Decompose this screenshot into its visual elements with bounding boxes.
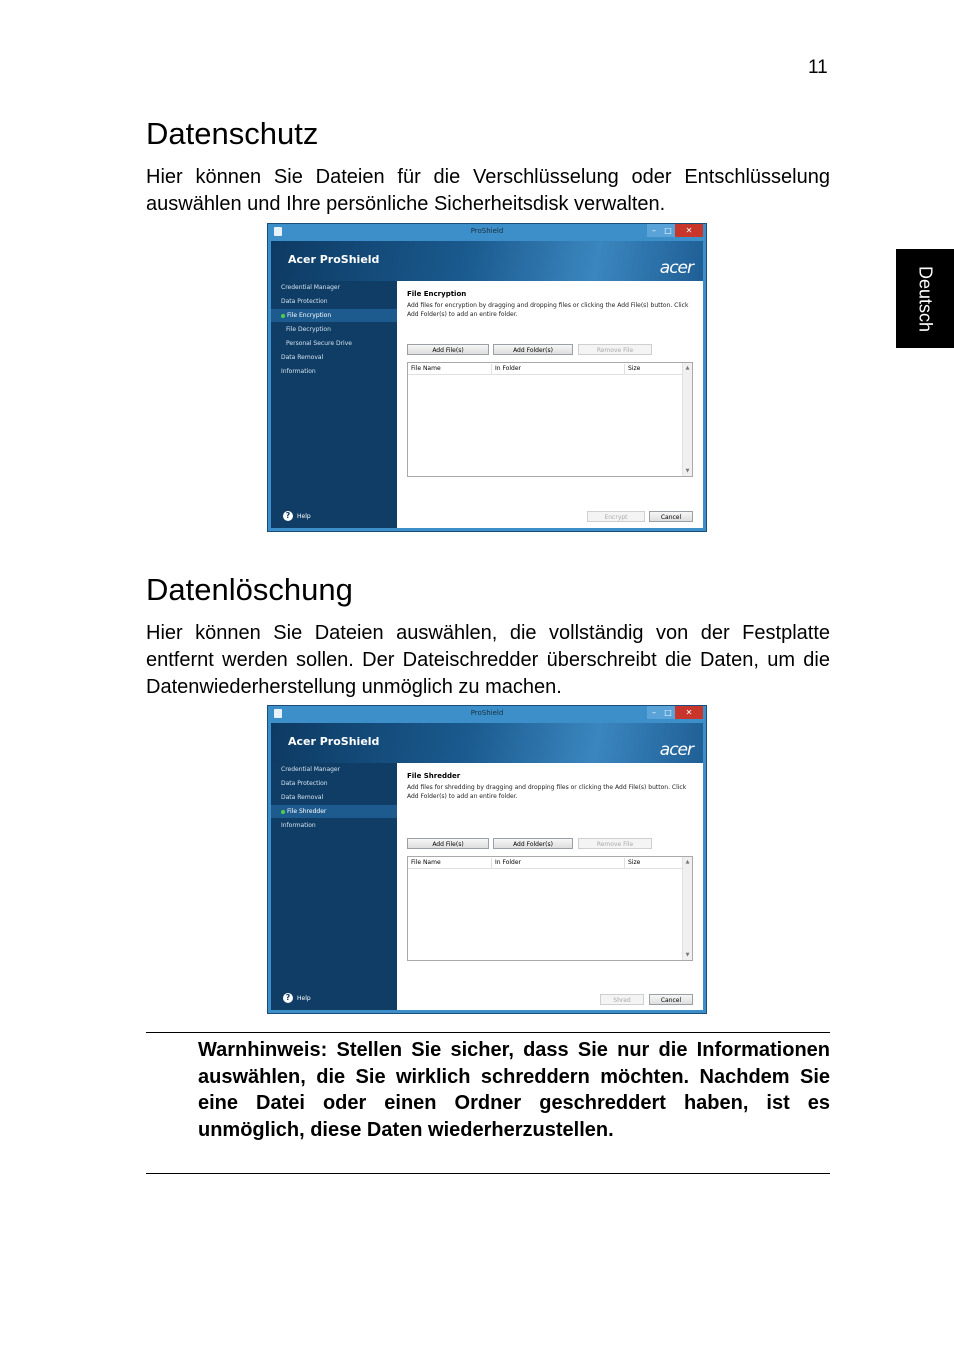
section-heading-datenschutz: Datenschutz: [146, 116, 319, 151]
sidebar-item-credential-manager[interactable]: Credential Manager: [281, 766, 341, 773]
maximize-icon[interactable]: □: [661, 224, 675, 237]
help-link[interactable]: Help: [297, 513, 311, 520]
panel-description: Add files for shredding by dragging and dropping files or clicking the Add File(s) button. Click Add Folder(s) to add an entire folder.: [407, 784, 687, 800]
main-panel: [397, 281, 703, 528]
window-title: ProShield: [470, 709, 504, 717]
window-title: ProShield: [470, 227, 504, 235]
main-panel: [397, 763, 703, 1010]
app-brand: Acer ProShield: [288, 253, 380, 266]
proshield-window-shredder: [267, 705, 707, 1014]
close-icon[interactable]: ✕: [675, 706, 703, 719]
page-number: 11: [808, 57, 828, 78]
acer-logo: acer: [659, 740, 693, 760]
sidebar-item-data-protection[interactable]: Data Protection: [281, 298, 328, 305]
close-icon[interactable]: ✕: [675, 224, 703, 237]
encrypt-button[interactable]: Encrypt: [587, 511, 645, 522]
scroll-up-icon[interactable]: ▲: [685, 859, 690, 865]
scroll-down-icon[interactable]: ▼: [685, 468, 690, 474]
acer-logo: acer: [659, 258, 693, 278]
sidebar-item-information[interactable]: Information: [281, 368, 316, 375]
file-list[interactable]: [407, 856, 693, 961]
add-folders-button[interactable]: Add Folder(s): [493, 344, 573, 355]
warning-top-rule: [146, 1032, 830, 1033]
warning-note: Warnhinweis: Stellen Sie sicher, dass Sie nur die Informationen auswählen, die Sie wirklich schreddern möchten. Nachdem Sie eine Datei oder einen Ordner geschreddert haben, ist es unmöglich, diese Daten wiederherzustellen.: [198, 1039, 830, 1141]
help-icon[interactable]: ?: [283, 993, 293, 1003]
sidebar-item-personal-secure-drive[interactable]: Personal Secure Drive: [286, 340, 352, 347]
sidebar-item-information[interactable]: Information: [281, 822, 316, 829]
scroll-down-icon[interactable]: ▼: [685, 952, 690, 958]
scrollbar[interactable]: [682, 857, 692, 960]
panel-title: File Encryption: [407, 290, 467, 298]
section-text-datenloeschung: Hier können Sie Dateien auswählen, die vollständig von der Festplatte entfernt werden sollen. Der Dateischredder überschreibt die Daten, um die Datenwiederherstellung unmöglich zu machen.: [146, 622, 830, 698]
minimize-icon[interactable]: –: [647, 224, 661, 237]
add-files-button[interactable]: Add File(s): [407, 344, 489, 355]
panel-title: File Shredder: [407, 772, 461, 780]
scrollbar[interactable]: [682, 363, 692, 476]
sidebar-item-data-protection[interactable]: Data Protection: [281, 780, 328, 787]
section-heading-datenloeschung: Datenlöschung: [146, 572, 353, 607]
file-list[interactable]: [407, 362, 693, 477]
title-bar: [268, 706, 706, 723]
app-banner: [271, 241, 703, 281]
language-tab: [896, 249, 954, 348]
add-files-button[interactable]: Add File(s): [407, 838, 489, 849]
warning-bottom-rule: [146, 1173, 830, 1174]
active-dot-icon: [281, 314, 285, 318]
column-header-in-folder[interactable]: In Folder: [492, 364, 625, 374]
maximize-icon[interactable]: □: [661, 706, 675, 719]
help-link[interactable]: Help: [297, 995, 311, 1002]
sidebar-item-file-shredder[interactable]: [271, 805, 397, 818]
sidebar-item-label: File Encryption: [287, 312, 332, 319]
remove-file-button[interactable]: Remove File: [578, 838, 652, 849]
minimize-icon[interactable]: –: [647, 706, 661, 719]
sidebar-item-label: File Shredder: [287, 808, 327, 815]
shred-button[interactable]: Shred: [600, 994, 644, 1005]
cancel-button[interactable]: Cancel: [649, 511, 693, 522]
app-banner: [271, 723, 703, 763]
active-dot-icon: [281, 810, 285, 814]
proshield-window-encryption: [267, 223, 707, 532]
scroll-up-icon[interactable]: ▲: [685, 365, 690, 371]
sidebar-item-file-decryption[interactable]: File Decryption: [286, 326, 331, 333]
sidebar: [271, 281, 397, 528]
app-brand: Acer ProShield: [288, 735, 380, 748]
title-bar: [268, 224, 706, 241]
column-header-file-name[interactable]: File Name: [408, 364, 492, 374]
panel-description: Add files for encryption by dragging and dropping files or clicking the Add File(s) button. Click Add Folder(s) to add an entire folder.: [407, 302, 689, 318]
help-icon[interactable]: ?: [283, 511, 293, 521]
sidebar-item-file-encryption[interactable]: [271, 309, 397, 322]
add-folders-button[interactable]: Add Folder(s): [493, 838, 573, 849]
sidebar: [271, 763, 397, 1010]
column-header-in-folder[interactable]: In Folder: [492, 858, 625, 868]
remove-file-button[interactable]: Remove File: [578, 344, 652, 355]
sidebar-item-data-removal[interactable]: Data Removal: [281, 354, 324, 361]
column-header-size[interactable]: Size: [628, 859, 641, 866]
cancel-button[interactable]: Cancel: [649, 994, 693, 1005]
column-header-size[interactable]: Size: [628, 365, 641, 372]
sidebar-item-data-removal[interactable]: Data Removal: [281, 794, 324, 801]
sidebar-item-credential-manager[interactable]: Credential Manager: [281, 284, 341, 291]
language-tab-label: Deutsch: [915, 265, 936, 332]
section-text-datenschutz: Hier können Sie Dateien für die Verschlüsselung oder Entschlüsselung auswählen und Ihre persönliche Sicherheitsdisk verwalten.: [146, 166, 830, 215]
column-header-file-name[interactable]: File Name: [408, 858, 492, 868]
